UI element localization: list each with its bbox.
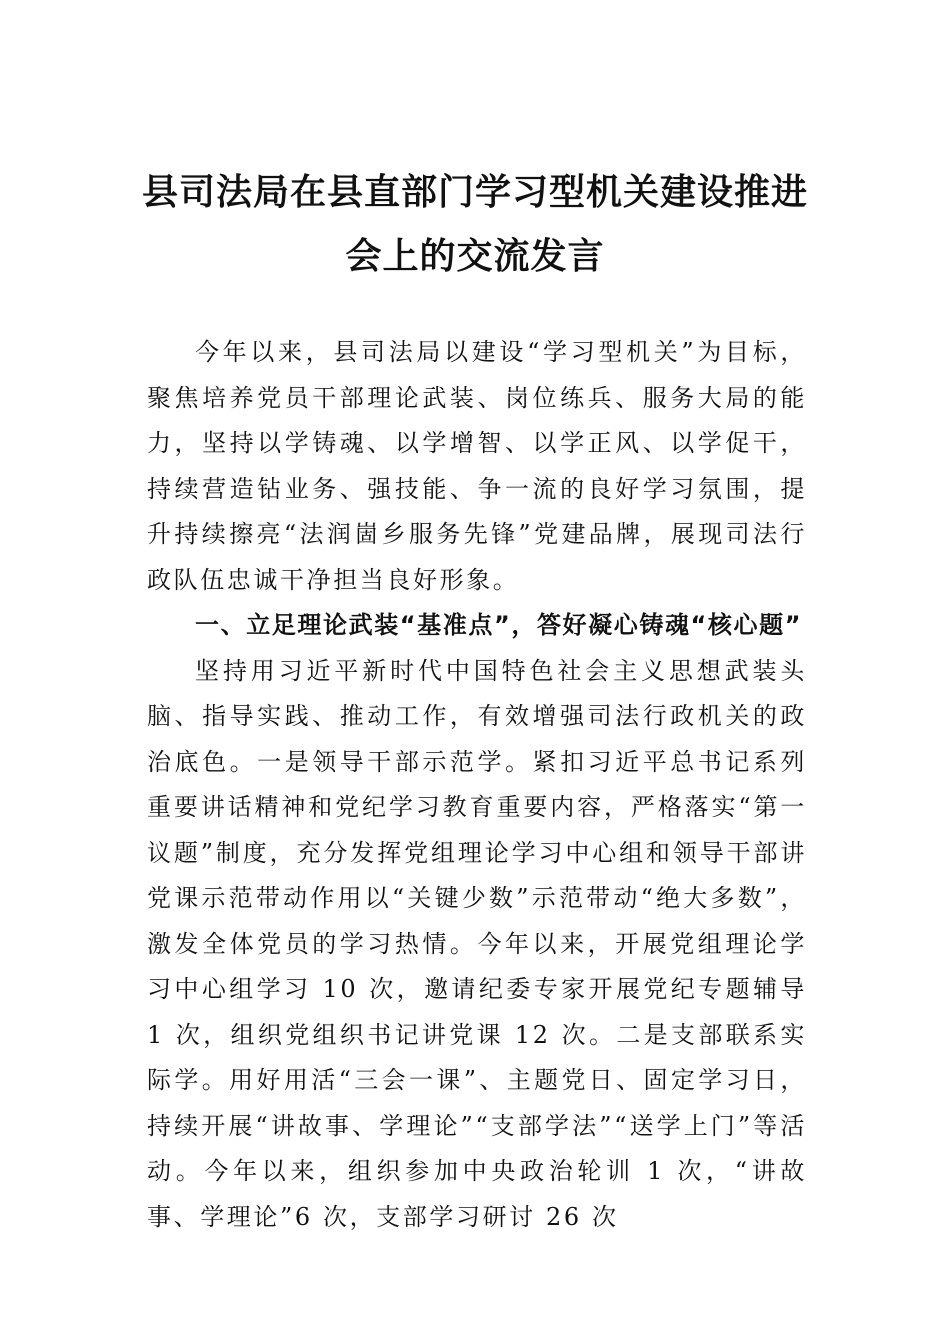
section-1-paragraph: 坚持用习近平新时代中国特色社会主义思想武装头脑、指导实践、推动工作，有效增强司法行政机关的政治底色。一是领导干部示范学。紧扣习近平总书记系列重要讲话精神和党纪学习教育重要内容，严格落实“第一议题”制度，充分发挥党组理论学习中心组和领导干部讲党课示范带动作用以“关键少数”示范带动“绝大多数”，激发全体党员的学习热情。今年以来，开展党组理论学习中心组学习 10 次，邀请纪委专家开展党纪专题辅导 1 次，组织党组织书记讲党课 12 次。二是支部联系实际学。用好用活“三会一课”、主题党日、固定学习日，持续开展“讲故事、学理论”“支部学法”“送学上门”等活动。今年以来，组织参加中央政治轮训 1 次，“讲故事、学理论”6 次，支部学习研讨 26 次 bbox=[147, 656, 807, 1231]
document-title-line-1: 县司法局在县直部门学习型机关建设推进 bbox=[141, 172, 808, 213]
section-heading-1: 一、立足理论武装“基准点”，答好凝心铸魂“核心题” bbox=[195, 611, 803, 639]
document-body bbox=[147, 330, 807, 1240]
document-title-line-2: 会上的交流发言 bbox=[345, 236, 605, 277]
intro-paragraph: 今年以来，县司法局以建设“学习型机关”为目标，聚焦培养党员干部理论武装、岗位练兵、服务大局的能力，坚持以学铸魂、以学增智、以学正风、以学促干，持续营造钻业务、强技能、争一流的良好学习氛围，提升持续擦亮“法润崮乡服务先锋”党建品牌，展现司法行政队伍忠诚干净担当良好形象。 bbox=[147, 338, 807, 594]
